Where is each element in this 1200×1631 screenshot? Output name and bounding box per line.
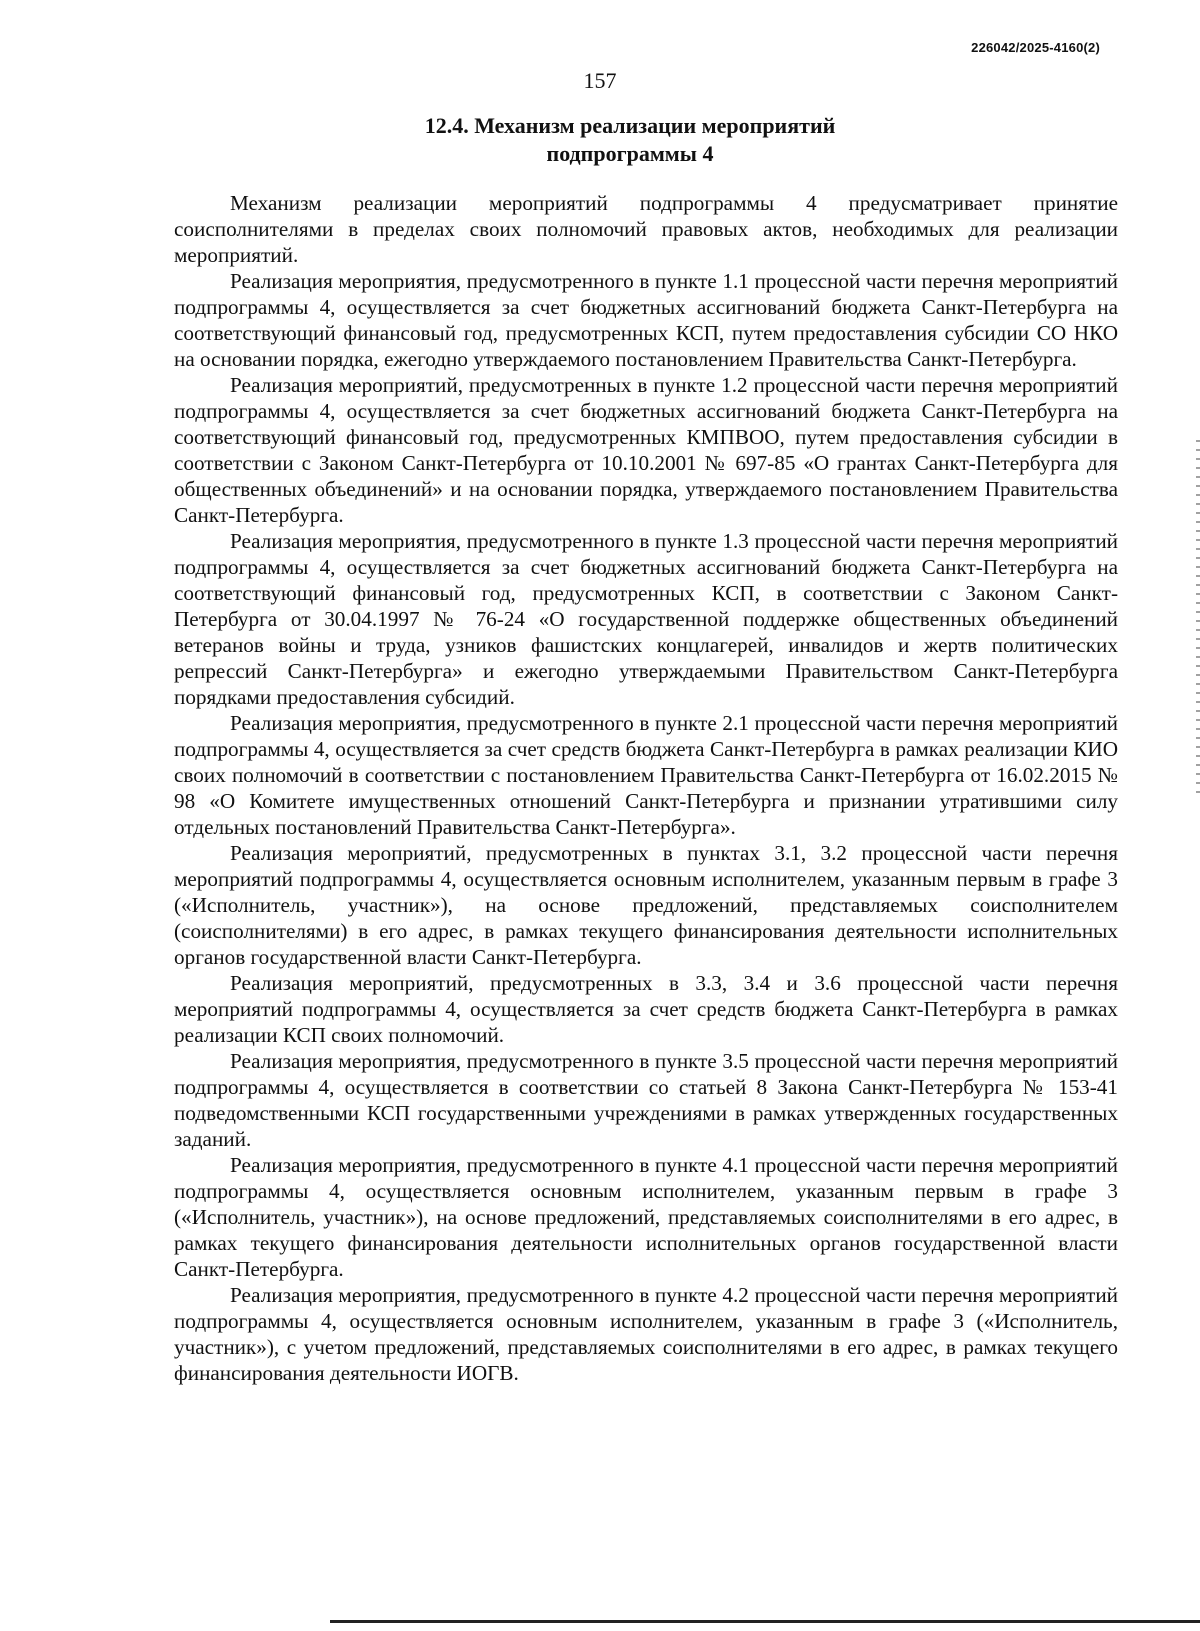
paragraph-6: Реализация мероприятий, предусмотренных в пунктах 3.1, 3.2 процессной части перечня мероприятий подпрограммы 4, осуществляется основным исполнителем, указанным первым в графе 3 («Исполнитель, участник»), на основе предложений, представляемых соисполнителем (соисполнителями) в его адрес, в рамках текущего финансирования деятельности исполнительных органов государственной власти Санкт-Петербурга. bbox=[174, 841, 1118, 969]
paragraph-8: Реализация мероприятия, предусмотренного в пункте 3.5 процессной части перечня мероприятий подпрограммы 4, осуществляется в соответствии со статьей 8 Закона Санкт-Петербурга № 153-41 подведомственными КСП государственными учреждениями в рамках утвержденных государственных заданий. bbox=[174, 1049, 1118, 1151]
page-number: 157 bbox=[583, 68, 617, 93]
scan-bottom-edge bbox=[330, 1620, 1200, 1623]
paragraph-2: Реализация мероприятия, предусмотренного в пункте 1.1 процессной части перечня мероприятий подпрограммы 4, осуществляется за счет бюджетных ассигнований бюджета Санкт-Петербурга на соответствующий финансовый год, предусмотренных КСП, путем предоставления субсидии СО НКО на основании порядка, ежегодно утверждаемого постановлением Правительства Санкт-Петербурга. bbox=[174, 269, 1118, 371]
document-body bbox=[174, 190, 1118, 1386]
section-title-line-1: 12.4. Механизм реализации мероприятий bbox=[424, 113, 836, 138]
paragraph-7: Реализация мероприятий, предусмотренных в 3.3, 3.4 и 3.6 процессной части перечня мероприятий подпрограммы 4, осуществляется за счет средств бюджета Санкт-Петербурга в рамках реализации КСП своих полномочий. bbox=[174, 971, 1118, 1047]
section-title-line-2: подпрограммы 4 bbox=[546, 141, 714, 166]
section-heading bbox=[0, 112, 1200, 168]
scan-margin-marks bbox=[1196, 440, 1200, 800]
document-id: 226042/2025-4160(2) bbox=[971, 40, 1100, 55]
paragraph-9: Реализация мероприятия, предусмотренного в пункте 4.1 процессной части перечня мероприятий подпрограммы 4, осуществляется основным исполнителем, указанным первым в графе 3 («Исполнитель, участник»), на основе предложений, представляемых соисполнителями в его адрес, в рамках текущего финансирования деятельности исполнительных органов государственной власти Санкт-Петербурга. bbox=[174, 1153, 1118, 1281]
paragraph-3: Реализация мероприятий, предусмотренных в пункте 1.2 процессной части перечня мероприятий подпрограммы 4, осуществляется за счет бюджетных ассигнований бюджета Санкт-Петербурга на соответствующий финансовый год, предусмотренных КМПВОО, путем предоставления субсидии в соответствии с Законом Санкт-Петербурга от 10.10.2001 № 697-85 «О грантах Санкт-Петербурга для общественных объединений» и на основании порядка, утверждаемого постановлением Правительства Санкт-Петербурга. bbox=[174, 373, 1118, 527]
paragraph-4: Реализация мероприятия, предусмотренного в пункте 1.3 процессной части перечня мероприятий подпрограммы 4, осуществляется за счет бюджетных ассигнований бюджета Санкт-Петербурга на соответствующий финансовый год, предусмотренных КСП, в соответствии с Законом Санкт-Петербурга от 30.04.1997 № 76-24 «О государственной поддержке общественных объединений ветеранов войны и труда, узников фашистских концлагерей, инвалидов и жертв политических репрессий Санкт-Петербурга» и ежегодно утверждаемыми Правительством Санкт-Петербурга порядками предоставления субсидий. bbox=[174, 529, 1118, 709]
paragraph-10: Реализация мероприятия, предусмотренного в пункте 4.2 процессной части перечня мероприятий подпрограммы 4, осуществляется основным исполнителем, указанным в графе 3 («Исполнитель, участник»), с учетом предложений, представляемых соисполнителями в его адрес, в рамках текущего финансирования деятельности ИОГВ. bbox=[174, 1283, 1118, 1385]
paragraph-1: Механизм реализации мероприятий подпрограммы 4 предусматривает принятие соисполнителями в пределах своих полномочий правовых актов, необходимых для реализации мероприятий. bbox=[174, 191, 1118, 267]
paragraph-5: Реализация мероприятия, предусмотренного в пункте 2.1 процессной части перечня мероприятий подпрограммы 4, осуществляется за счет средств бюджета Санкт-Петербурга в рамках реализации КИО своих полномочий в соответствии с постановлением Правительства Санкт-Петербурга от 16.02.2015 № 98 «О Комитете имущественных отношений Санкт-Петербурга и признании утратившими силу отдельных постановлений Правительства Санкт-Петербурга». bbox=[174, 711, 1118, 839]
